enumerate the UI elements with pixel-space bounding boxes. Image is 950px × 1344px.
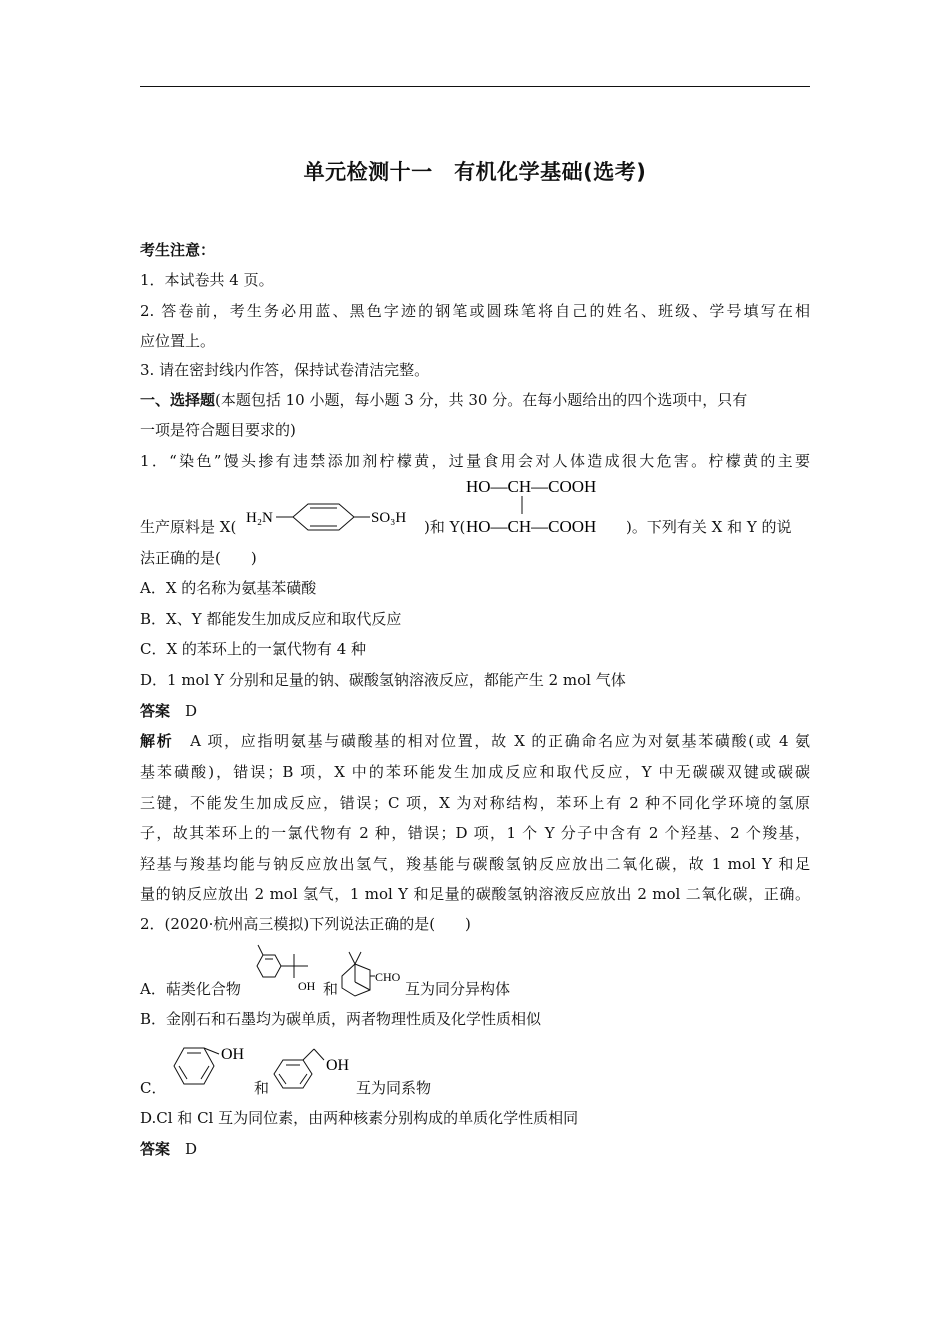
header-rule (140, 86, 810, 87)
bridge-bond-2 (355, 982, 370, 990)
q2-option-a-mid: 和 (323, 980, 339, 998)
q1-stem-line3: 法正确的是( ) (140, 549, 257, 567)
page-title: 单元检测十一 有机化学基础(选考) (303, 160, 647, 184)
cyclohexene-ring (257, 955, 281, 977)
q1-stem-mid: )和 Y( (424, 518, 466, 536)
benzyl-alcohol-structure (268, 1046, 358, 1094)
q2-option-c-mid: 和 (254, 1079, 270, 1097)
section-description: (本题包括 10 小题，每小题 3 分，共 30 分。在每小题给出的四个选项中，只有 (215, 391, 748, 409)
q2-option-c-pre: C． (140, 1079, 167, 1097)
q2-option-d: D.Cl 和 Cl 互为同位素，由两种核素分别构成的单质化学性质相同 (140, 1109, 579, 1127)
notice-item-2-cont: 应位置上。 (140, 332, 216, 350)
y-top-formula: HO—CH—COOH (466, 477, 597, 496)
methyl-left (349, 952, 355, 964)
q2-answer-line (140, 1139, 197, 1159)
q1-analysis-line4: 子，故其苯环上的一氯代物有 2 种，错误；D 项，1 个 Y 分子中含有 2 个羟基、2 个羧基， (140, 824, 810, 842)
notice-heading: 考生注意： (140, 241, 216, 259)
methyl-right (355, 952, 361, 964)
q2-option-b: B．金刚石和石墨均为碳单质，两者物理性质及化学性质相似 (140, 1010, 542, 1028)
q2-option-a-post: 互为同分异构体 (405, 980, 511, 998)
q1-option-a: A．X 的名称为氨基苯磺酸 (140, 579, 317, 597)
bicyclic-aldehyde-structure (337, 946, 407, 1002)
q1-analysis-label: 解析 (140, 732, 174, 750)
q1-analysis-line5: 羟基与羧基均能与钠反应放出氢气，羧基能与碳酸氢钠反应放出二氧化碳，故 1 mol Y 和足 (140, 855, 810, 873)
q1-stem-post: )。下列有关 X 和 Y 的说 (626, 518, 792, 536)
q2-option-a-pre: A．萜类化合物 (140, 980, 241, 998)
q1-option-d: D．1 mol Y 分别和足量的钠、碳酸氢钠溶液反应，都能产生 2 mol 气体 (140, 671, 626, 689)
oh-label-a: OH (298, 979, 316, 993)
x-structure (244, 492, 424, 548)
q1-analysis-line3: 三键，不能发生加成反应，错误；C 项，X 为对称结构，苯环上有 2 种不同化学环境的氢原 (140, 794, 810, 812)
phenol-oh-label: OH (221, 1046, 245, 1063)
q1-analysis-line6: 量的钠反应放出 2 mol 氢气，1 mol Y 和足量的碳酸氢钠溶液反应放出 2 mol 二氧化碳，正确。 (140, 885, 810, 903)
x-sulfo-label: SO₃H (371, 510, 407, 526)
section-description-cont: 一项是符合题目要求的) (140, 421, 296, 439)
q1-option-c: C．X 的苯环上的一氯代物有 4 种 (140, 640, 367, 658)
benzyl-ch2-bond (303, 1049, 314, 1060)
phenol-oh-bond (204, 1048, 219, 1054)
q2-answer-value: D (185, 1140, 198, 1158)
y-bottom-formula: HO—CH—COOH (466, 517, 597, 536)
phenol-structure (164, 1038, 259, 1096)
q2-stem: 2．(2020·杭州高三模拟)下列说法正确的是( ) (140, 915, 471, 933)
q1-stem-line1: 1．“染色”馒头掺有违禁添加剂柠檬黄，过量食用会对人体造成很大危害。柠檬黄的主要 (140, 452, 810, 470)
benzyl-oh-label: OH (326, 1057, 350, 1074)
y-structure (462, 474, 627, 536)
q1-option-b: B．X、Y 都能发生加成反应和取代反应 (140, 610, 402, 628)
cho-label: CHO (375, 970, 401, 984)
notice-item-1: 1．本试卷共 4 页。 (140, 271, 274, 289)
q2-answer-label: 答案 (140, 1140, 171, 1158)
q1-analysis-line2: 基苯磺酸)，错误；B 项，X 中的苯环能发生加成反应和取代反应，Y 中无碳碳双键或碳碳 (140, 763, 810, 781)
q1-analysis-text1: A 项，应指明氨基与磺酸基的相对位置，故 X 的正确命名应为对氨基苯磺酸(或 4 氨 (190, 732, 810, 750)
q1-stem-pre: 生产原料是 X( (140, 518, 237, 536)
q1-answer-value: D (185, 702, 198, 720)
notice-item-2: 2. 答卷前，考生务必用蓝、黑色字迹的钢笔或圆珠笔将自己的姓名、班级、学号填写在相 (140, 302, 810, 320)
x-amine-label: H₂N (246, 510, 273, 526)
notice-item-3: 3. 请在密封线内作答，保持试卷清洁完整。 (140, 361, 430, 379)
benzyl-oh-bond (314, 1049, 324, 1060)
q1-answer-line (140, 701, 197, 721)
bicyclic-ring (342, 964, 370, 996)
q1-analysis-line1 (140, 731, 810, 751)
benzyl-ring (274, 1060, 312, 1088)
section-heading-line (140, 390, 747, 410)
section-heading: 一、选择题 (140, 391, 216, 409)
q2-option-c-post: 互为同系物 (356, 1079, 432, 1097)
q1-answer-label: 答案 (140, 702, 171, 720)
methyl-bond (258, 945, 263, 955)
terpene-alcohol-structure (250, 942, 322, 998)
